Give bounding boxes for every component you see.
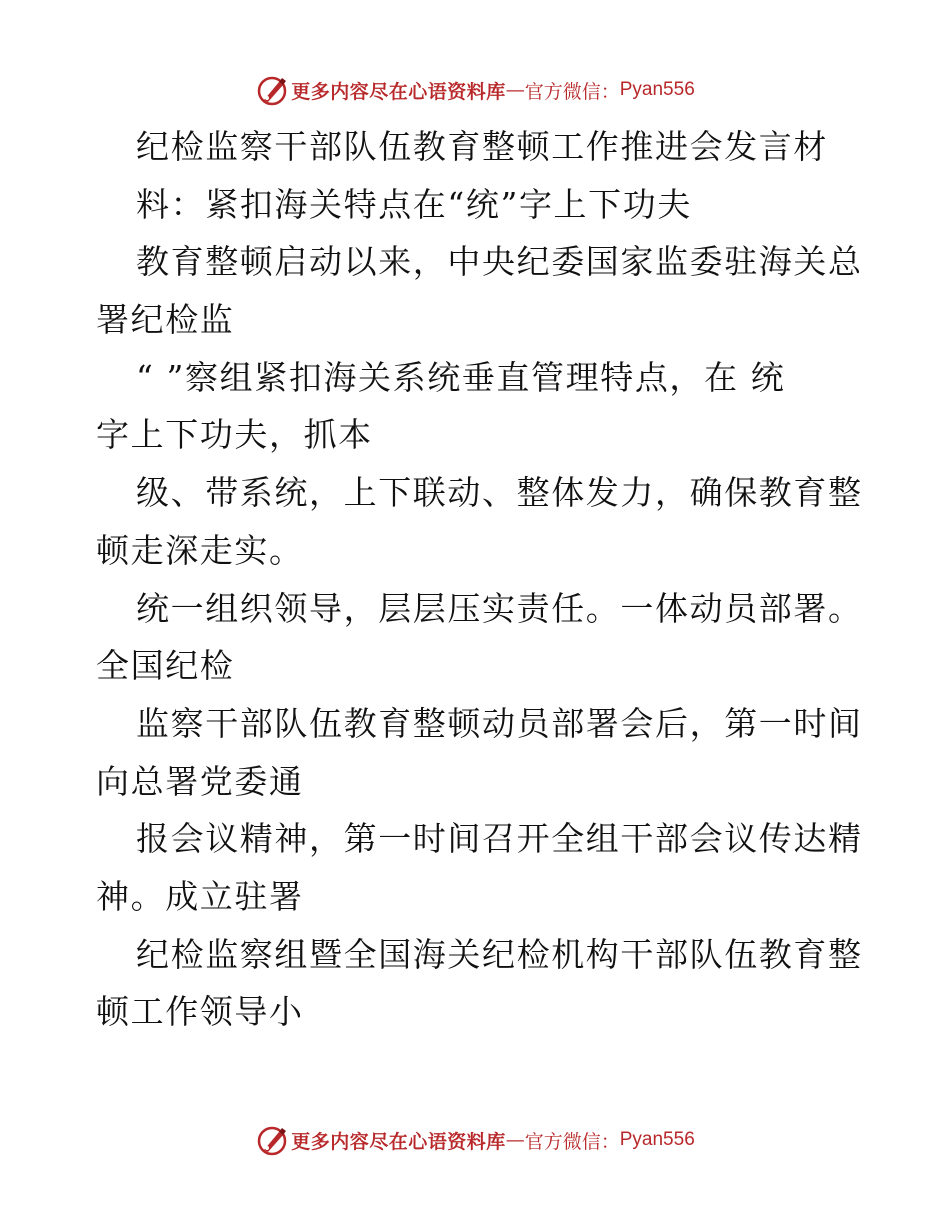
paragraph-line: 字上下功夫，抓本 [96, 415, 373, 455]
document-body [96, 118, 863, 1041]
paragraph-line: 报会议精神，第一时间召开全组干部会议传达精 [136, 819, 863, 859]
banner-contact-label: 官方微信： [524, 1130, 620, 1153]
title-line-1: 纪检监察干部队伍教育整顿工作推进会发言材 [136, 127, 828, 166]
pen-logo-icon [255, 73, 289, 107]
paragraph-line: 神。成立驻署 [96, 876, 304, 916]
paragraph-line: 向总署党委通 [96, 761, 304, 801]
paragraph-line: 顿工作领导小 [96, 992, 304, 1032]
footer-watermark-banner [0, 1120, 950, 1160]
paragraph-line: 教育整顿启动以来，中央纪委国家监委驻海关总 [136, 242, 863, 282]
banner-contact-id: Pyan556 [619, 1129, 695, 1150]
paragraph-line: 级、带系统，上下联动、整体发力，确保教育整 [136, 473, 863, 513]
banner-separator: — [505, 79, 525, 101]
header-watermark-banner [0, 70, 950, 110]
banner-separator: — [505, 1129, 525, 1151]
banner-brand-text: 更多内容尽在心语资料库 [291, 1130, 506, 1153]
pen-logo-icon [255, 1123, 289, 1157]
paragraph-line: 统一组织领导，层层压实责任。一体动员部署。 [136, 588, 863, 628]
paragraph-line: “ ”察组紧扣海关系统垂直管理特点，在 统 [136, 357, 786, 397]
paragraph-line: 全国纪检 [96, 646, 235, 686]
title-line-2: 料：紧扣海关特点在“统”字上下功夫 [136, 184, 692, 224]
banner-contact-label: 官方微信： [524, 80, 620, 103]
paragraph-line: 纪检监察组暨全国海关纪检机构干部队伍教育整 [136, 934, 863, 974]
paragraph-line: 顿走深走实。 [96, 530, 304, 570]
banner-brand-text: 更多内容尽在心语资料库 [291, 80, 506, 103]
banner-contact-id: Pyan556 [619, 79, 695, 100]
paragraph-line: 署纪检监 [96, 300, 235, 340]
paragraph-line: 监察干部队伍教育整顿动员部署会后，第一时间 [136, 703, 863, 743]
